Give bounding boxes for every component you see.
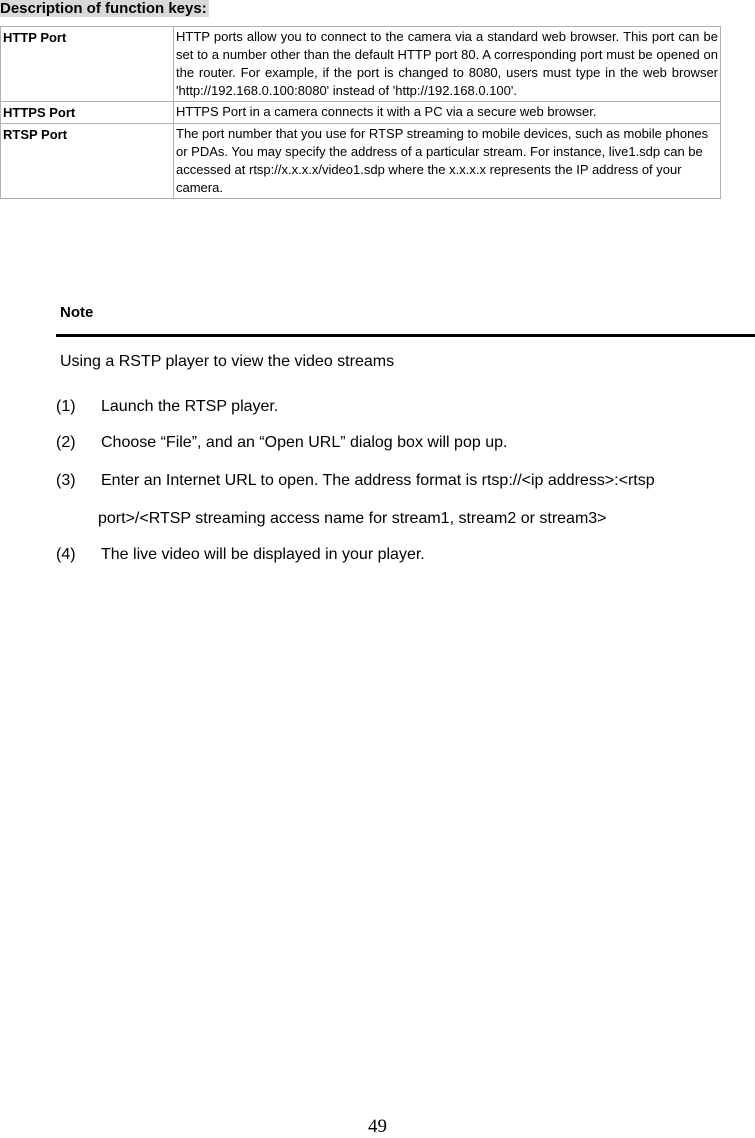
page-number: 49 (368, 1116, 387, 1137)
table-row (1, 27, 721, 102)
section-heading: Description of function keys: (0, 0, 207, 17)
step-text-continuation: port>/<RTSP streaming access name for stream1, stream2 or stream3> (98, 510, 607, 527)
note-step (56, 434, 507, 452)
step-text: Enter an Internet URL to open. The address format is rtsp://<ip address>:<rtsp (101, 472, 655, 489)
note-step (56, 398, 278, 416)
step-number: (2) (56, 434, 76, 451)
step-number: (1) (56, 398, 76, 415)
step-text: Launch the RTSP player. (101, 398, 279, 415)
key-name: HTTP Port (1, 27, 174, 102)
note-step (56, 472, 655, 490)
key-name: RTSP Port (1, 124, 174, 199)
step-number: (3) (56, 472, 76, 489)
step-text: Choose “File”, and an “Open URL” dialog box will pop up. (101, 434, 508, 451)
key-description: HTTP ports allow you to connect to the camera via a standard web browser. This port can be set to a number other than the default HTTP port 80. A corresponding port must be opened on the router. For example, if the port is changed to 8080, users must type in the web browser 'http://192.168.0.100:8080' instead of 'http://192.168.0.100'. (174, 27, 721, 102)
key-name: HTTPS Port (1, 102, 174, 124)
function-keys-table (0, 26, 721, 199)
note-step (56, 546, 425, 564)
note-intro: Using a RSTP player to view the video streams (60, 353, 395, 370)
note-title: Note (60, 304, 94, 321)
key-description: The port number that you use for RTSP streaming to mobile devices, such as mobile phones or PDAs. You may specify the address of a particular stream. For instance, live1.sdp can be accessed at rtsp://x.x.x.x/video1.sdp where the x.x.x.x represents the IP address of your camera. (174, 124, 721, 199)
table-row (1, 124, 721, 199)
step-number: (4) (56, 546, 76, 563)
table-row (1, 102, 721, 124)
note-divider (56, 334, 755, 337)
key-description: HTTPS Port in a camera connects it with a PC via a secure web browser. (174, 102, 721, 124)
step-text: The live video will be displayed in your player. (101, 546, 425, 563)
